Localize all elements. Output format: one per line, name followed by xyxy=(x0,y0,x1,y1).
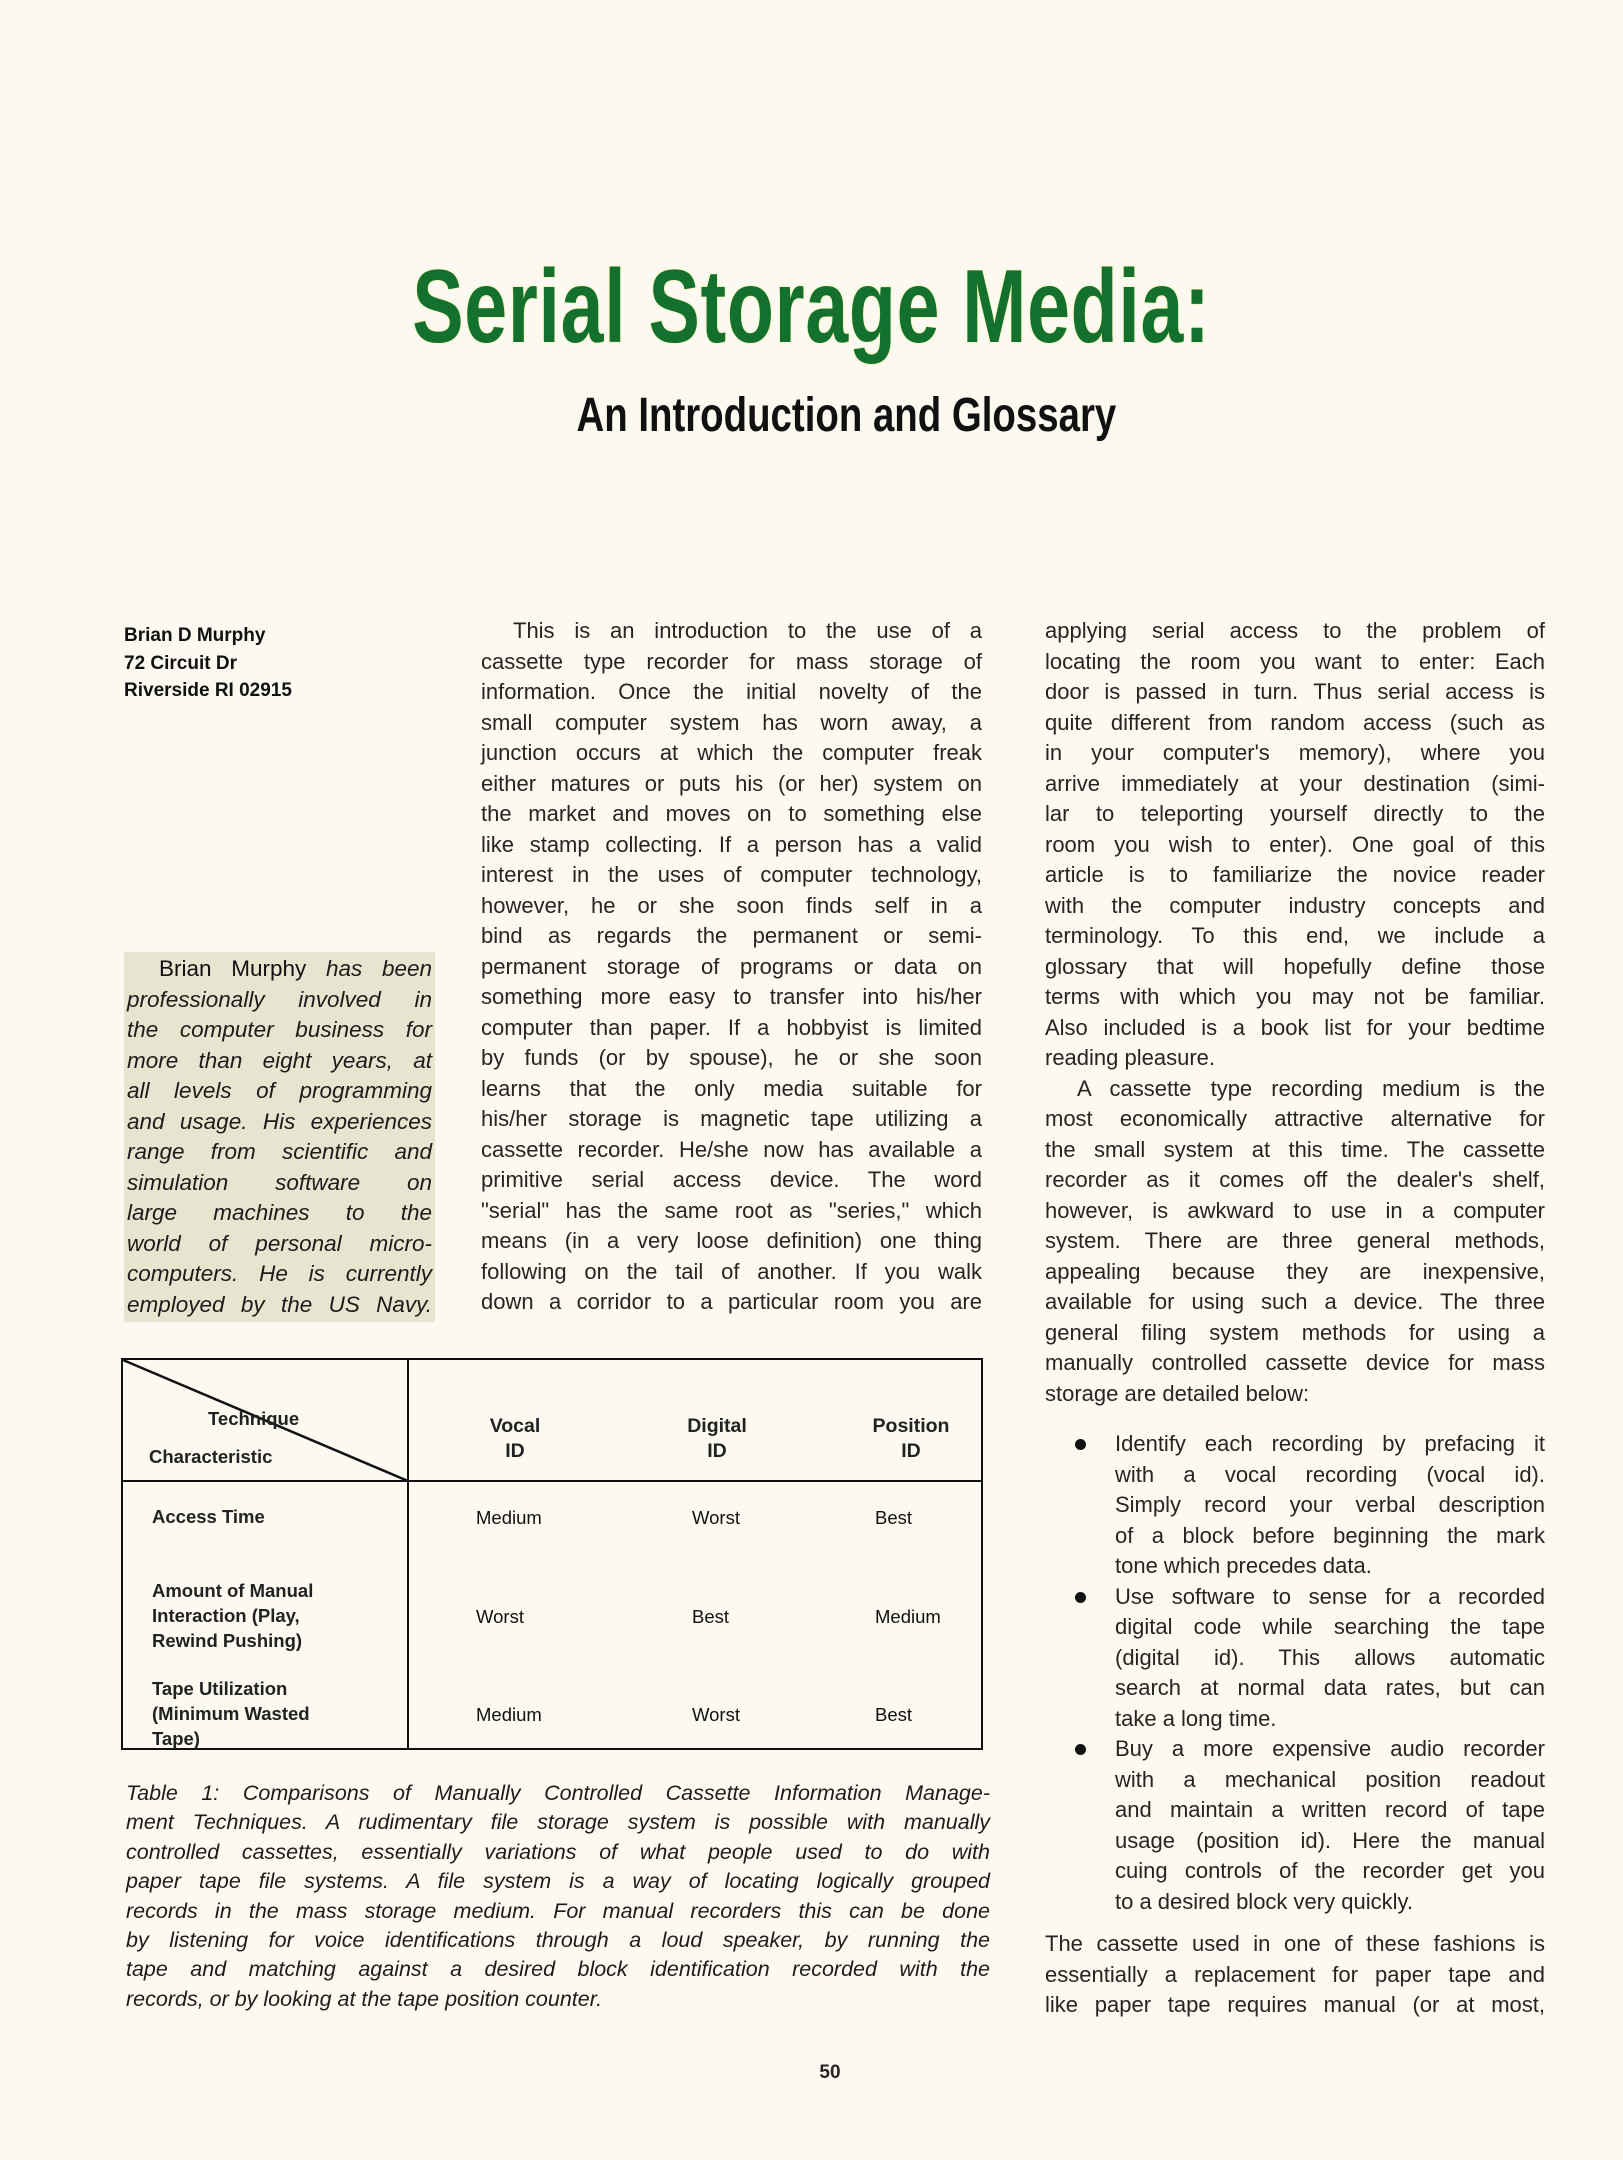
row-label-line: Access Time xyxy=(152,1506,265,1527)
text-line: controlled cassettes, essentially variations of what people used to do with xyxy=(126,1839,990,1864)
bullet-item xyxy=(1045,1734,1545,1917)
text-line: applying serial access to the problem of xyxy=(1045,618,1545,643)
text-line: following on the tail of another. If you walk xyxy=(481,1258,982,1284)
column-header-line: Position xyxy=(872,1415,950,1437)
text-line: something more easy to transfer into his/her xyxy=(481,984,982,1009)
author-bio-box xyxy=(124,952,435,1322)
column-header-line: ID xyxy=(505,1440,525,1462)
text-line: appealing because they are inexpensive, xyxy=(1045,1258,1545,1284)
page-number: 50 xyxy=(819,2062,841,2083)
text-line: system. There are three general methods, xyxy=(1045,1228,1545,1253)
row-label-line: Tape Utilization xyxy=(152,1678,288,1699)
article-title-text: Serial Storage Media: xyxy=(412,249,1211,365)
bio-text: has been xyxy=(306,956,432,981)
text-line: available for using such a device. The three xyxy=(1045,1289,1545,1314)
bullet-icon xyxy=(1075,1744,1086,1755)
bio-line: professionally involved in xyxy=(127,986,432,1012)
article-subtitle-text: An Introduction and Glossary xyxy=(576,389,1117,442)
text-line: locating the room you want to enter: Each xyxy=(1045,648,1545,674)
text-line: Identify each recording by prefacing it xyxy=(1115,1431,1545,1456)
column-header-line: Vocal xyxy=(489,1415,541,1437)
text-line: Buy a more expensive audio recorder xyxy=(1115,1736,1545,1761)
paragraph xyxy=(1045,1074,1545,1410)
bio-line: all levels of programming xyxy=(127,1078,432,1103)
table-header-divider xyxy=(123,1480,981,1482)
table-column-header xyxy=(657,1414,777,1464)
text-line: paper tape file systems. A file system is a way of locating logically grouped xyxy=(126,1869,990,1894)
text-line: terminology. To this end, we include a xyxy=(1045,923,1545,948)
table-cell: Medium xyxy=(875,1605,941,1627)
text-line: computer than paper. If a hobbyist is limited xyxy=(481,1014,982,1040)
text-line: quite different from random access (such as xyxy=(1045,709,1545,735)
text-line: by listening for voice identifications through a loud speaker, by running the xyxy=(126,1927,990,1952)
text-line: This is an introduction to the use of a xyxy=(513,618,982,643)
text-line: room you wish to enter). One goal of this xyxy=(1045,831,1545,857)
closing-paragraph xyxy=(1045,1929,1545,2021)
text-line: Table 1: Comparisons of Manually Controlled Cassette Information Manage- xyxy=(126,1781,990,1805)
text-line: (digital id). This allows automatic xyxy=(1115,1644,1545,1670)
column-header-line: ID xyxy=(707,1440,727,1462)
text-line: information. Once the initial novelty of the xyxy=(481,679,982,704)
text-line: storage are detailed below: xyxy=(1045,1380,1310,1406)
text-line: "serial" has the same root as "series," which xyxy=(481,1197,982,1223)
table-row-label xyxy=(152,1676,310,1751)
bio-line: more than eight years, at xyxy=(127,1047,432,1073)
paragraph xyxy=(481,616,982,1318)
paragraph xyxy=(1045,616,1545,1074)
bio-line: large machines to the xyxy=(127,1200,432,1225)
text-line: most economically attractive alternative for xyxy=(1045,1106,1545,1131)
corner-label-technique: Technique xyxy=(208,1408,300,1429)
text-line: cassette type recorder for mass storage of xyxy=(481,648,982,674)
text-line: the market and moves on to something else xyxy=(481,801,982,826)
row-label-line: Amount of Manual xyxy=(152,1580,314,1601)
text-line: interest in the uses of computer technology, xyxy=(481,862,982,887)
author-street: 72 Circuit Dr xyxy=(124,652,237,674)
author-city: Riverside RI 02915 xyxy=(124,680,292,701)
table-cell: Worst xyxy=(692,1703,740,1725)
text-line: learns that the only media suitable for xyxy=(481,1075,982,1101)
bullet-item xyxy=(1045,1429,1545,1582)
text-line: with the computer industry concepts and xyxy=(1045,892,1545,918)
text-line: bind as regards the permanent or semi- xyxy=(481,923,982,948)
bullet-item xyxy=(1045,1582,1545,1735)
table-column-divider xyxy=(407,1360,409,1748)
text-line: article is to familiarize the novice reader xyxy=(1045,862,1545,887)
text-line: manually controlled cassette device for mass xyxy=(1045,1350,1545,1375)
text-line: Simply record your verbal description xyxy=(1115,1492,1545,1517)
text-line: digital code while searching the tape xyxy=(1115,1614,1545,1639)
bio-line: range from scientific and xyxy=(127,1139,432,1164)
bullet-icon xyxy=(1075,1592,1086,1603)
text-line: essentially a replacement for paper tape and xyxy=(1045,1961,1545,1987)
author-name: Brian D Murphy xyxy=(124,625,266,646)
text-line: and maintain a written record of tape xyxy=(1115,1797,1545,1822)
text-line: door is passed in turn. Thus serial access is xyxy=(1045,679,1545,704)
table-row-label xyxy=(152,1504,265,1529)
table-column-header xyxy=(851,1414,971,1464)
text-line: the small system at this time. The cassette xyxy=(1045,1136,1545,1162)
text-line: records in the mass storage medium. For manual recorders this can be done xyxy=(126,1898,990,1923)
text-line: junction occurs at which the computer freak xyxy=(481,740,982,765)
table-cell: Best xyxy=(875,1506,913,1528)
text-line: lar to teleporting yourself directly to the xyxy=(1045,801,1545,826)
table-cell: Medium xyxy=(476,1703,542,1725)
text-line: like paper tape requires manual (or at most, xyxy=(1045,1992,1545,2017)
text-line: arrive immediately at your destination (simi- xyxy=(1045,770,1545,796)
text-line: Also included is a book list for your bedtime xyxy=(1045,1014,1545,1040)
article-title xyxy=(0,248,1623,367)
bio-line: the computer business for xyxy=(127,1017,432,1042)
text-line: glossary that will hopefully define those xyxy=(1045,953,1545,979)
article-subtitle xyxy=(0,388,1623,443)
text-line: either matures or puts his (or her) system on xyxy=(481,770,982,796)
row-label-line: (Minimum Wasted xyxy=(152,1703,310,1724)
text-line: however, is awkward to use in a computer xyxy=(1045,1197,1545,1223)
table-cell: Worst xyxy=(692,1506,740,1528)
text-line: Use software to sense for a recorded xyxy=(1115,1583,1545,1609)
bio-line: computers. He is currently xyxy=(127,1261,432,1286)
text-line: however, he or she soon finds self in a xyxy=(481,892,982,918)
right-column-text xyxy=(1045,616,1545,1409)
text-line: cassette recorder. He/she now has available a xyxy=(481,1136,982,1162)
author-address xyxy=(124,622,292,705)
row-label-line: Rewind Pushing) xyxy=(152,1630,303,1651)
text-line: general filing system methods for using a xyxy=(1045,1319,1545,1345)
text-line: like stamp collecting. If a person has a valid xyxy=(481,831,982,857)
bio-line: employed by the US Navy. xyxy=(127,1291,432,1317)
column-header-line: Digital xyxy=(687,1415,747,1437)
corner-label-characteristic: Characteristic xyxy=(149,1446,273,1467)
text-line: of a block before beginning the mark xyxy=(1115,1522,1545,1548)
row-label-line: Interaction (Play, xyxy=(152,1605,300,1626)
table-cell: Best xyxy=(692,1605,730,1627)
bio-line: simulation software on xyxy=(127,1169,432,1195)
text-line: usage (position id). Here the manual xyxy=(1115,1827,1545,1853)
methods-bullet-list xyxy=(1045,1429,1545,1917)
text-line: down a corridor to a particular room you are xyxy=(481,1289,982,1314)
text-line: means (in a very loose definition) one thing xyxy=(481,1228,982,1253)
text-line: take a long time. xyxy=(1115,1705,1277,1731)
table-cell: Best xyxy=(875,1703,913,1725)
bio-author-name: Brian Murphy xyxy=(159,956,307,981)
text-line: with a vocal recording (vocal id). xyxy=(1115,1461,1545,1487)
text-line: tape and matching against a desired block identification recorded with the xyxy=(126,1957,990,1982)
text-line: The cassette used in one of these fashions is xyxy=(1045,1931,1545,1956)
column-header-line: ID xyxy=(901,1440,921,1462)
comparison-table xyxy=(121,1358,983,1750)
text-line: search at normal data rates, but can xyxy=(1115,1675,1545,1700)
row-label-line: Tape) xyxy=(152,1728,200,1749)
table-cell: Medium xyxy=(476,1506,542,1528)
text-line: his/her storage is magnetic tape utilizing a xyxy=(481,1106,982,1131)
bio-line: world of personal micro- xyxy=(127,1230,432,1256)
text-line: terms with which you may not be familiar. xyxy=(1045,984,1545,1009)
text-line: reading pleasure. xyxy=(1045,1045,1216,1070)
text-line: small computer system has worn away, a xyxy=(481,709,982,735)
text-line: tone which precedes data. xyxy=(1115,1553,1372,1578)
table-column-header xyxy=(455,1414,575,1464)
text-line: records, or by looking at the tape position counter. xyxy=(126,1986,603,2011)
bio-line: and usage. His experiences xyxy=(127,1108,432,1134)
middle-column-text xyxy=(481,616,982,1318)
bio-line xyxy=(127,954,432,985)
bullet-icon xyxy=(1075,1439,1086,1450)
text-line: in your computer's memory), where you xyxy=(1045,740,1545,765)
text-line: primitive serial access device. The word xyxy=(481,1167,982,1192)
table-row-label xyxy=(152,1578,313,1653)
text-line: by funds (or by spouse), he or she soon xyxy=(481,1045,982,1070)
text-line: A cassette type recording medium is the xyxy=(1077,1075,1545,1101)
text-line: with a mechanical position readout xyxy=(1115,1766,1545,1792)
text-line: ment Techniques. A rudimentary file storage system is possible with manually xyxy=(126,1810,990,1835)
table-cell: Worst xyxy=(476,1605,524,1627)
text-line: cuing controls of the recorder get you xyxy=(1115,1858,1545,1883)
table-caption xyxy=(126,1779,990,2014)
text-line: permanent storage of programs or data on xyxy=(481,953,982,979)
text-line: to a desired block very quickly. xyxy=(1115,1888,1413,1914)
text-line: recorder as it comes off the dealer's shelf, xyxy=(1045,1167,1545,1192)
